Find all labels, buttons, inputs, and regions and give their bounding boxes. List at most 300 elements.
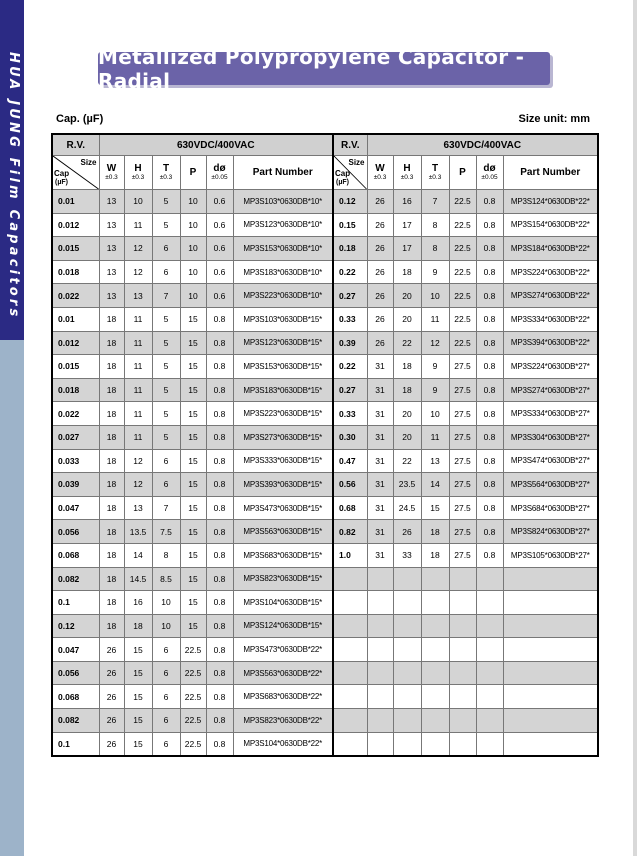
left-part-number-cell: MP3S153*0630DB*10* <box>233 237 333 261</box>
right-thickness-cell: 18 <box>421 520 449 544</box>
empty-cell <box>367 709 393 733</box>
sidebar-label: HUA JUNG Film Capacitors <box>6 52 21 320</box>
column-label: H <box>134 163 142 174</box>
size-unit-label: Size unit: mm <box>518 113 590 125</box>
right-pitch-cell: 27.5 <box>449 449 476 473</box>
left-width-cell: 18 <box>99 496 124 520</box>
left-part-number-cell: MP3S473*0630DB*15* <box>233 496 333 520</box>
title-banner <box>98 44 550 93</box>
left-thickness-cell: 7 <box>152 496 180 520</box>
left-thickness-cell: 10 <box>152 614 180 638</box>
left-height-cell: 14 <box>124 543 152 567</box>
left-width-cell: 13 <box>99 260 124 284</box>
right-height-cell: 18 <box>393 378 421 402</box>
empty-cell <box>449 614 476 638</box>
left-cap-value-cell: 0.018 <box>52 378 99 402</box>
left-lead-diameter-cell: 0.8 <box>206 638 233 662</box>
left-thickness-cell: 7 <box>152 284 180 308</box>
left-pitch-cell: 15 <box>180 402 206 426</box>
right-cap-value-cell: 0.22 <box>333 260 367 284</box>
empty-cell <box>333 614 367 638</box>
header-row-columns <box>52 156 598 190</box>
left-lead-diameter-cell: 0.8 <box>206 449 233 473</box>
left-width-cell: 13 <box>99 237 124 261</box>
tolerance-label: ±0.05 <box>481 174 498 181</box>
right-part-number-cell: MP3S304*0630DB*27* <box>503 425 598 449</box>
right-width-cell: 31 <box>367 496 393 520</box>
right-part-number-cell: MP3S274*0630DB*22* <box>503 284 598 308</box>
left-part-number-cell: MP3S223*0630DB*15* <box>233 402 333 426</box>
left-pitch-cell: 10 <box>180 237 206 261</box>
left-width-cell: 18 <box>99 331 124 355</box>
right-height-cell: 23.5 <box>393 473 421 497</box>
empty-cell <box>503 638 598 662</box>
left-lead-diameter-cell: 0.8 <box>206 543 233 567</box>
table-row <box>52 567 598 591</box>
left-thickness-cell: 6 <box>152 449 180 473</box>
left-part-number-cell: MP3S123*0630DB*15* <box>233 331 333 355</box>
table-row <box>52 449 598 473</box>
right-pitch-cell: 27.5 <box>449 425 476 449</box>
left-cap-value-cell: 0.01 <box>52 307 99 331</box>
left-height-cell: 15 <box>124 685 152 709</box>
table-row <box>52 331 598 355</box>
left-height-cell: 11 <box>124 355 152 379</box>
right-height-cell: 17 <box>393 213 421 237</box>
right-cap-value-cell: 0.33 <box>333 402 367 426</box>
left-pitch-cell: 22.5 <box>180 661 206 685</box>
col-p-header <box>449 156 476 190</box>
left-height-cell: 12 <box>124 237 152 261</box>
left-part-number-cell: MP3S183*0630DB*10* <box>233 260 333 284</box>
left-cap-value-cell: 0.027 <box>52 425 99 449</box>
tolerance-label: ±0.3 <box>373 174 387 181</box>
right-height-cell: 22 <box>393 449 421 473</box>
table-row <box>52 614 598 638</box>
right-thickness-cell: 14 <box>421 473 449 497</box>
empty-cell <box>449 567 476 591</box>
left-height-cell: 18 <box>124 614 152 638</box>
right-width-cell: 31 <box>367 473 393 497</box>
uf-label: (µF) <box>55 179 68 186</box>
left-lead-diameter-cell: 0.8 <box>206 661 233 685</box>
right-cap-value-cell: 0.56 <box>333 473 367 497</box>
right-lead-diameter-cell: 0.8 <box>476 355 503 379</box>
left-height-cell: 13 <box>124 496 152 520</box>
left-lead-diameter-cell: 0.8 <box>206 473 233 497</box>
left-height-cell: 13 <box>124 284 152 308</box>
empty-cell <box>393 661 421 685</box>
column-label: dø <box>483 163 496 174</box>
empty-cell <box>476 685 503 709</box>
empty-cell <box>393 591 421 615</box>
right-width-cell: 31 <box>367 378 393 402</box>
left-part-number-cell: MP3S183*0630DB*15* <box>233 378 333 402</box>
right-width-cell: 31 <box>367 449 393 473</box>
right-cap-value-cell: 0.47 <box>333 449 367 473</box>
left-cap-value-cell: 0.047 <box>52 638 99 662</box>
left-height-cell: 12 <box>124 473 152 497</box>
left-height-cell: 15 <box>124 709 152 733</box>
right-part-number-cell: MP3S824*0630DB*27* <box>503 520 598 544</box>
right-width-cell: 31 <box>367 543 393 567</box>
table-row <box>52 213 598 237</box>
left-width-cell: 13 <box>99 284 124 308</box>
right-thickness-cell: 9 <box>421 378 449 402</box>
left-cap-value-cell: 0.015 <box>52 355 99 379</box>
page-title: Metallized Polypropylene Capacitor - Radial <box>98 44 525 93</box>
right-height-cell: 16 <box>393 190 421 214</box>
empty-cell <box>421 661 449 685</box>
right-width-cell: 26 <box>367 307 393 331</box>
left-cap-value-cell: 0.022 <box>52 402 99 426</box>
right-pitch-cell: 22.5 <box>449 331 476 355</box>
table-row <box>52 543 598 567</box>
left-width-cell: 18 <box>99 402 124 426</box>
empty-cell <box>393 614 421 638</box>
left-cap-value-cell: 0.068 <box>52 543 99 567</box>
right-pitch-cell: 27.5 <box>449 378 476 402</box>
empty-cell <box>503 661 598 685</box>
left-lead-diameter-cell: 0.6 <box>206 237 233 261</box>
empty-cell <box>449 732 476 756</box>
left-lead-diameter-cell: 0.8 <box>206 614 233 638</box>
left-cap-value-cell: 0.012 <box>52 331 99 355</box>
left-width-cell: 18 <box>99 520 124 544</box>
left-height-cell: 11 <box>124 425 152 449</box>
col-h-header <box>124 156 152 190</box>
left-height-cell: 15 <box>124 661 152 685</box>
left-cap-value-cell: 0.082 <box>52 709 99 733</box>
cap-label: Cap <box>335 169 351 178</box>
table-body <box>52 190 598 757</box>
column-label: T <box>431 163 439 174</box>
left-lead-diameter-cell: 0.8 <box>206 331 233 355</box>
table-row <box>52 473 598 497</box>
empty-cell <box>367 638 393 662</box>
col-w-header <box>99 156 124 190</box>
column-label: P <box>459 167 466 178</box>
right-width-cell: 26 <box>367 237 393 261</box>
empty-cell <box>421 732 449 756</box>
table-row <box>52 732 598 756</box>
left-thickness-cell: 5 <box>152 402 180 426</box>
right-cap-value-cell: 0.12 <box>333 190 367 214</box>
left-lead-diameter-cell: 0.8 <box>206 496 233 520</box>
right-thickness-cell: 9 <box>421 260 449 284</box>
empty-cell <box>503 709 598 733</box>
left-thickness-cell: 8.5 <box>152 567 180 591</box>
empty-cell <box>449 709 476 733</box>
empty-cell <box>476 732 503 756</box>
col-w-header <box>367 156 393 190</box>
empty-cell <box>476 638 503 662</box>
left-lead-diameter-cell: 0.8 <box>206 567 233 591</box>
left-pitch-cell: 15 <box>180 355 206 379</box>
left-cap-value-cell: 0.047 <box>52 496 99 520</box>
right-part-number-cell: MP3S564*0630DB*27* <box>503 473 598 497</box>
size-cap-diagonal-header <box>52 156 99 190</box>
right-height-cell: 18 <box>393 260 421 284</box>
left-part-number-cell: MP3S563*0630DB*22* <box>233 661 333 685</box>
left-height-cell: 11 <box>124 331 152 355</box>
left-pitch-cell: 15 <box>180 378 206 402</box>
left-width-cell: 18 <box>99 614 124 638</box>
table-row <box>52 284 598 308</box>
empty-cell <box>393 638 421 662</box>
table-row <box>52 496 598 520</box>
empty-cell <box>476 709 503 733</box>
left-height-cell: 15 <box>124 638 152 662</box>
empty-cell <box>503 591 598 615</box>
left-thickness-cell: 7.5 <box>152 520 180 544</box>
left-pitch-cell: 15 <box>180 307 206 331</box>
header-row-voltage <box>52 134 598 156</box>
left-cap-value-cell: 0.056 <box>52 520 99 544</box>
empty-cell <box>333 685 367 709</box>
right-thickness-cell: 15 <box>421 496 449 520</box>
left-pitch-cell: 15 <box>180 496 206 520</box>
left-part-number-cell: MP3S823*0630DB*15* <box>233 567 333 591</box>
right-part-number-cell: MP3S105*0630DB*27* <box>503 543 598 567</box>
left-part-number-cell: MP3S823*0630DB*22* <box>233 709 333 733</box>
left-height-cell: 16 <box>124 591 152 615</box>
left-pitch-cell: 22.5 <box>180 732 206 756</box>
cap-label: Cap <box>54 169 70 178</box>
empty-cell <box>393 732 421 756</box>
left-width-cell: 13 <box>99 190 124 214</box>
empty-cell <box>476 661 503 685</box>
empty-cell <box>476 614 503 638</box>
uf-label: (µF) <box>336 179 349 186</box>
tolerance-label: ±0.05 <box>211 174 228 181</box>
left-pitch-cell: 15 <box>180 543 206 567</box>
right-part-number-cell: MP3S124*0630DB*22* <box>503 190 598 214</box>
left-pitch-cell: 15 <box>180 473 206 497</box>
right-cap-value-cell: 0.27 <box>333 378 367 402</box>
table-row <box>52 378 598 402</box>
right-height-cell: 33 <box>393 543 421 567</box>
left-lead-diameter-cell: 0.8 <box>206 402 233 426</box>
right-lead-diameter-cell: 0.8 <box>476 307 503 331</box>
right-pitch-cell: 22.5 <box>449 190 476 214</box>
left-lead-diameter-cell: 0.8 <box>206 709 233 733</box>
right-height-cell: 20 <box>393 425 421 449</box>
right-pitch-cell: 27.5 <box>449 520 476 544</box>
left-pitch-cell: 10 <box>180 260 206 284</box>
empty-cell <box>333 732 367 756</box>
left-thickness-cell: 6 <box>152 685 180 709</box>
right-height-cell: 17 <box>393 237 421 261</box>
rv-header: R.V. <box>52 134 99 156</box>
table-row <box>52 355 598 379</box>
left-thickness-cell: 6 <box>152 473 180 497</box>
left-cap-value-cell: 0.1 <box>52 732 99 756</box>
right-part-number-cell: MP3S684*0630DB*27* <box>503 496 598 520</box>
left-part-number-cell: MP3S124*0630DB*15* <box>233 614 333 638</box>
empty-cell <box>333 709 367 733</box>
tolerance-label: ±0.3 <box>400 174 414 181</box>
col-d-header <box>476 156 503 190</box>
left-pitch-cell: 22.5 <box>180 638 206 662</box>
table-row <box>52 260 598 284</box>
left-pitch-cell: 15 <box>180 520 206 544</box>
part-number-header <box>233 156 333 190</box>
right-width-cell: 31 <box>367 355 393 379</box>
left-height-cell: 14.5 <box>124 567 152 591</box>
right-cap-value-cell: 1.0 <box>333 543 367 567</box>
left-thickness-cell: 6 <box>152 709 180 733</box>
right-part-number-cell: MP3S334*0630DB*27* <box>503 402 598 426</box>
left-thickness-cell: 6 <box>152 638 180 662</box>
table-row <box>52 425 598 449</box>
left-height-cell: 11 <box>124 402 152 426</box>
left-cap-value-cell: 0.056 <box>52 661 99 685</box>
left-pitch-cell: 15 <box>180 614 206 638</box>
left-part-number-cell: MP3S473*0630DB*22* <box>233 638 333 662</box>
table-row <box>52 661 598 685</box>
column-label: W <box>375 163 385 174</box>
left-lead-diameter-cell: 0.8 <box>206 307 233 331</box>
empty-cell <box>393 709 421 733</box>
right-cap-value-cell: 0.33 <box>333 307 367 331</box>
right-thickness-cell: 13 <box>421 449 449 473</box>
column-label: T <box>162 163 170 174</box>
right-cap-value-cell: 0.82 <box>333 520 367 544</box>
empty-cell <box>503 567 598 591</box>
left-part-number-cell: MP3S104*0630DB*15* <box>233 591 333 615</box>
left-lead-diameter-cell: 0.8 <box>206 355 233 379</box>
left-thickness-cell: 6 <box>152 260 180 284</box>
left-height-cell: 15 <box>124 732 152 756</box>
tolerance-label: ±0.3 <box>105 174 118 181</box>
right-lead-diameter-cell: 0.8 <box>476 213 503 237</box>
empty-cell <box>393 567 421 591</box>
left-thickness-cell: 5 <box>152 425 180 449</box>
empty-cell <box>333 591 367 615</box>
right-pitch-cell: 22.5 <box>449 307 476 331</box>
right-thickness-cell: 8 <box>421 237 449 261</box>
right-width-cell: 26 <box>367 190 393 214</box>
left-cap-value-cell: 0.082 <box>52 567 99 591</box>
right-part-number-cell: MP3S184*0630DB*22* <box>503 237 598 261</box>
page-edge <box>633 0 637 856</box>
right-thickness-cell: 7 <box>421 190 449 214</box>
left-pitch-cell: 15 <box>180 567 206 591</box>
left-lead-diameter-cell: 0.8 <box>206 520 233 544</box>
left-part-number-cell: MP3S103*0630DB*10* <box>233 190 333 214</box>
table-row <box>52 520 598 544</box>
left-width-cell: 13 <box>99 213 124 237</box>
right-lead-diameter-cell: 0.8 <box>476 425 503 449</box>
left-thickness-cell: 5 <box>152 213 180 237</box>
left-part-number-cell: MP3S333*0630DB*15* <box>233 449 333 473</box>
left-lead-diameter-cell: 0.6 <box>206 213 233 237</box>
table-row <box>52 190 598 214</box>
right-cap-value-cell: 0.39 <box>333 331 367 355</box>
left-part-number-cell: MP3S104*0630DB*22* <box>233 732 333 756</box>
left-cap-value-cell: 0.018 <box>52 260 99 284</box>
cap-unit-label: Cap. (µF) <box>56 113 104 125</box>
left-part-number-cell: MP3S683*0630DB*15* <box>233 543 333 567</box>
right-height-cell: 22 <box>393 331 421 355</box>
left-lead-diameter-cell: 0.6 <box>206 284 233 308</box>
left-height-cell: 11 <box>124 307 152 331</box>
voltage-header: 630VDC/400VAC <box>99 134 333 156</box>
empty-cell <box>333 567 367 591</box>
empty-cell <box>367 685 393 709</box>
left-lead-diameter-cell: 0.6 <box>206 190 233 214</box>
right-lead-diameter-cell: 0.8 <box>476 284 503 308</box>
table-row <box>52 685 598 709</box>
left-pitch-cell: 22.5 <box>180 709 206 733</box>
empty-cell <box>449 591 476 615</box>
right-height-cell: 20 <box>393 284 421 308</box>
right-thickness-cell: 9 <box>421 355 449 379</box>
left-lead-diameter-cell: 0.8 <box>206 425 233 449</box>
tolerance-label: ±0.3 <box>131 174 145 181</box>
right-lead-diameter-cell: 0.8 <box>476 331 503 355</box>
right-width-cell: 26 <box>367 331 393 355</box>
left-cap-value-cell: 0.039 <box>52 473 99 497</box>
right-thickness-cell: 10 <box>421 402 449 426</box>
left-part-number-cell: MP3S273*0630DB*15* <box>233 425 333 449</box>
empty-cell <box>449 685 476 709</box>
empty-cell <box>449 661 476 685</box>
right-thickness-cell: 12 <box>421 331 449 355</box>
col-p-header <box>180 156 206 190</box>
left-cap-value-cell: 0.12 <box>52 614 99 638</box>
right-thickness-cell: 18 <box>421 543 449 567</box>
left-cap-value-cell: 0.015 <box>52 237 99 261</box>
empty-cell <box>393 685 421 709</box>
left-lead-diameter-cell: 0.8 <box>206 685 233 709</box>
left-part-number-cell: MP3S123*0630DB*10* <box>233 213 333 237</box>
column-label: Part Number <box>520 167 581 178</box>
right-height-cell: 20 <box>393 402 421 426</box>
left-lead-diameter-cell: 0.6 <box>206 260 233 284</box>
right-cap-value-cell: 0.18 <box>333 237 367 261</box>
empty-cell <box>421 567 449 591</box>
left-width-cell: 18 <box>99 307 124 331</box>
right-lead-diameter-cell: 0.8 <box>476 190 503 214</box>
empty-cell <box>476 567 503 591</box>
rv-header: R.V. <box>333 134 367 156</box>
table-row <box>52 709 598 733</box>
empty-cell <box>421 614 449 638</box>
right-lead-diameter-cell: 0.8 <box>476 237 503 261</box>
left-height-cell: 12 <box>124 260 152 284</box>
tolerance-label: ±0.3 <box>428 174 442 181</box>
right-width-cell: 31 <box>367 520 393 544</box>
left-cap-value-cell: 0.022 <box>52 284 99 308</box>
left-height-cell: 10 <box>124 190 152 214</box>
empty-cell <box>367 661 393 685</box>
right-pitch-cell: 22.5 <box>449 213 476 237</box>
table-row <box>52 237 598 261</box>
right-height-cell: 20 <box>393 307 421 331</box>
col-h-header <box>393 156 421 190</box>
right-height-cell: 26 <box>393 520 421 544</box>
left-height-cell: 11 <box>124 213 152 237</box>
left-pitch-cell: 10 <box>180 190 206 214</box>
left-thickness-cell: 5 <box>152 331 180 355</box>
left-cap-value-cell: 0.012 <box>52 213 99 237</box>
right-part-number-cell: MP3S334*0630DB*22* <box>503 307 598 331</box>
left-part-number-cell: MP3S153*0630DB*15* <box>233 355 333 379</box>
col-t-header <box>421 156 449 190</box>
size-label: Size <box>80 158 97 167</box>
